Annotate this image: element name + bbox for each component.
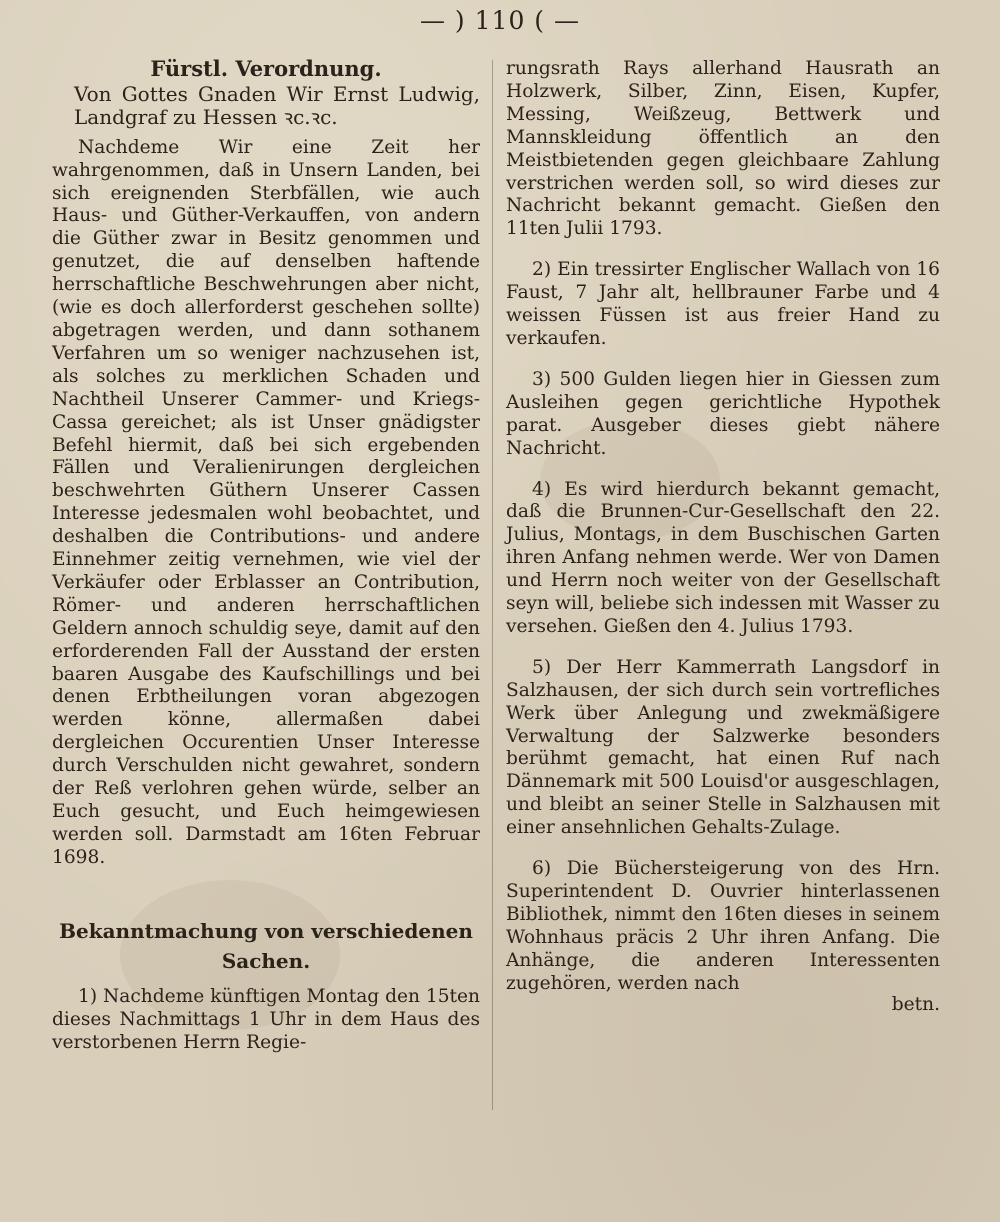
decree-body: Nachdeme Wir eine Zeit her wahrgenommen, daß in Unsern Landen, bei sich ereignenden Sterbfällen, wie auch Haus- und Güther-Verkauffen, von andern die Güther zwar in Besitz genommen und genutzet, die auf denselben haftende herrschaftliche Beschwehrungen aber nicht, (wie es doch allerforderst geschehen sollte) abgetragen werden, und dann sothanem Verfahren um so weniger nachzusehen ist, als solches zu merklichen Schaden und Nachtheil Unserer Cammer- und Kriegs-Cassa gereichet; als ist Unser gnädigster Befehl hiermit, daß bei sich ergebenden Fällen und Veralienirungen dergleichen beschwehrten Güthern Unserer Cassen Interesse jedesmalen wohl beobachtet, und deshalben die Contributions- und andere Einnehmer zeitig vernehmen, wie viel der Verkäufer oder Erblasser an Contribution, Römer- und anderen herrschaftlichen Geldern annoch schuldig seye, damit auf den erforderenden Fall der Ausstand der ersten baaren Ausgabe des Kaufschillings und bei denen Erbtheilungen voran abgezogen werden könne, allermaßen dabei dergleichen Occurentien Unser Interesse durch Verschulden nicht gewahret, sondern der Reß verlohren gehen würde, selber an Euch gesucht, und Euch heimgewiesen werden soll. Darmstadt am 16ten Februar 1698. [52,136,480,868]
catchword: betn. [891,993,940,1015]
announcement-item-2: 2) Ein tressirter Englischer Wallach von 16 Faust, 7 Jahr alt, hellbrauner Farbe und 4 weissen Füssen ist aus freier Hand zu verkaufen. [506,259,940,349]
decree-title: Fürstl. Verordnung. [150,56,382,81]
announcement-item-4: 4) Es wird hierdurch bekannt gemacht, daß die Brunnen-Cur-Gesellschaft den 22. Julius, Montags, in dem Buschischen Garten ihren Anfang nehmen werde. Wer von Damen und Herrn noch weiter von der Gesellschaft seyn will, beliebe sich indessen mit Wasser zu versehen. Gießen den 4. Julius 1793. [506,478,940,637]
announcement-item-5: 5) Der Herr Kammerrath Langsdorf in Salzhausen, der sich durch sein vortrefliches Werk über Anlegung und zwekmäßigere Verwaltung der Salzwerke besonders berühmt gemacht, hat einen Ruf nach Dännemark mit 500 Louisd'or ausgeschlagen, und bleibt an seiner Stelle in Salzhausen mit einer ansehnlichen Gehalts-Zulage. [506,656,940,839]
column-divider [492,60,493,1110]
announcements-title [52,916,480,976]
decree-intro: Von Gottes Gnaden Wir Ernst Ludwig, Landgraf zu Hessen ꝛc.ꝛc. [74,81,480,129]
announcement-item-3: 3) 500 Gulden liegen hier in Giessen zum Ausleihen gegen gerichtliche Hypothek parat. Ausgeber dieses giebt nähere Nachricht. [506,368,940,459]
announcement-item-1-end: rungsrath Rays allerhand Hausrath an Holzwerk, Silber, Zinn, Eisen, Kupfer, Messing, Weißzeug, Bettwerk und Mannskleidung öffentlich an den Meistbietenden gegen gleichbaare Zahlung verstrichen werden soll, so wird dieses zur Nachricht bekannt gemacht. Gießen den 11ten Julii 1793. [506,58,940,240]
announcements-title-line1: Bekanntmachung von verschiedenen [59,918,473,943]
announcement-item-1-start: 1) Nachdeme künftigen Montag den 15ten dieses Nachmittags 1 Uhr in dem Haus des verstorbenen Herrn Regie- [52,985,480,1053]
announcements-title-line2: Sachen. [221,948,311,973]
page-number: — ) 110 ( — [419,6,580,35]
announcement-item-6: 6) Die Büchersteigerung von des Hrn. Superintendent D. Ouvrier hinterlassenen Bibliothek, nimmt den 16ten dieses in seinem Wohnhaus präcis 2 Uhr ihren Anfang. Die Anhänge, die anderen Interessenten zugehören, werden nach [506,858,940,994]
right-column [506,58,940,1016]
left-column [52,58,480,1054]
